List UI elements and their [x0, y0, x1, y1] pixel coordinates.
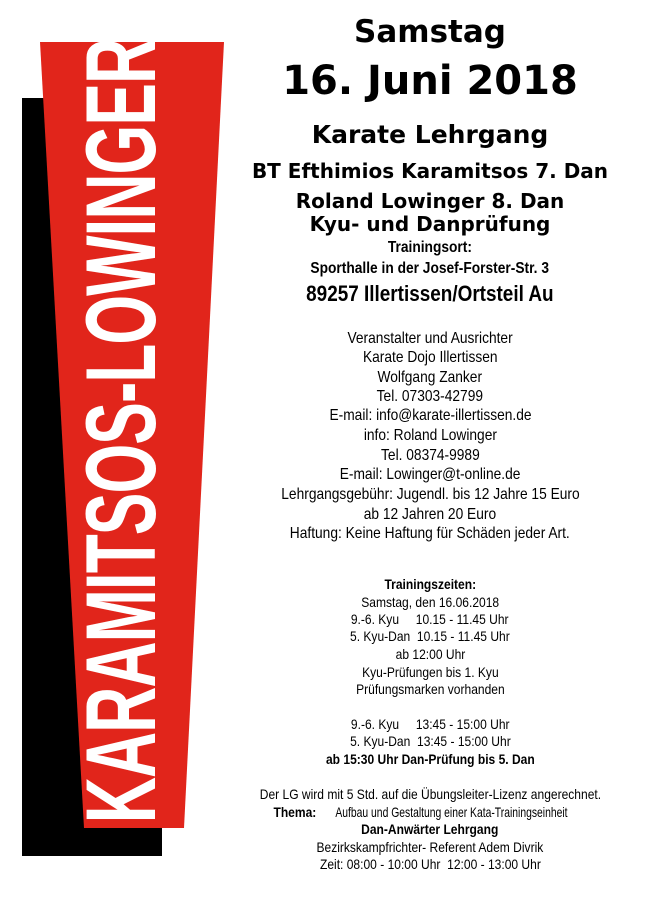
organizer-line: Wolfgang Zanker	[377, 369, 483, 386]
schedule-row: 9.-6. Kyu 10.15 - 11.45 Uhr	[351, 611, 509, 627]
organizer-line: Veranstalter und Ausrichter	[347, 330, 513, 347]
schedule-row: ab 12:00 Uhr	[395, 646, 465, 662]
theme-line	[230, 804, 630, 820]
schedule-row: 5. Kyu-Dan 10.15 - 11.45 Uhr	[350, 628, 510, 644]
schedule-row: 5. Kyu-Dan 13:45 - 15:00 Uhr	[349, 733, 511, 749]
theme-label: Thema:	[273, 804, 317, 820]
times-line: Zeit: 08:00 - 10:00 Uhr 12:00 - 13:00 Uhr	[319, 856, 541, 872]
date-heading: 16. Juni 2018	[282, 58, 578, 104]
schedule-row: Kyu-Prüfungen bis 1. Kyu	[361, 664, 499, 680]
exam-title: Kyu- und Danprüfung	[309, 212, 551, 236]
license-line: Der LG wird mit 5 Std. auf die Übungsleiter-Lizenz angerechnet.	[259, 786, 601, 802]
theme-text: Aufbau und Gestaltung einer Kata-Trainingseinheit	[335, 804, 568, 820]
trainer-2: Roland Lowinger 8. Dan	[295, 189, 565, 213]
organizer-line: Karate Dojo Illertissen	[362, 349, 498, 366]
day-heading: Samstag	[354, 14, 506, 50]
fee-line: ab 12 Jahren 20 Euro	[363, 506, 497, 523]
schedule-row: Prüfungsmarken vorhanden	[355, 681, 505, 697]
organizer-line: info: Roland Lowinger	[363, 427, 497, 444]
schedule-label: Trainingszeiten:	[384, 576, 476, 592]
location-street: Sporthalle in der Josef-Forster-Str. 3	[310, 260, 550, 277]
organizer-phone: Tel. 08374-9989	[380, 447, 480, 464]
schedule-row: 9.-6. Kyu 13:45 - 15:00 Uhr	[350, 716, 510, 732]
organizer-email: E-mail: Lowinger@t-online.de	[339, 466, 521, 483]
location-label: Trainingsort:	[387, 239, 473, 256]
dan-exam-line: ab 15:30 Uhr Dan-Prüfung bis 5. Dan	[325, 751, 535, 767]
organizer-phone: Tel. 07303-42799	[376, 388, 484, 405]
location-city: 89257 Illertissen/Ortsteil Au	[306, 281, 554, 306]
banner-title: KARAMITSOS-LOWINGER	[65, 38, 177, 824]
event-title: Karate Lehrgang	[311, 120, 549, 149]
schedule-date: Samstag, den 16.06.2018	[361, 594, 499, 610]
liability-line: Haftung: Keine Haftung für Schäden jeder Art.	[290, 525, 570, 542]
dan-course-line: Dan-Anwärter Lehrgang	[361, 821, 499, 837]
trainer-1: BT Efthimios Karamitsos 7. Dan	[251, 159, 609, 183]
referee-line: Bezirkskampfrichter- Referent Adem Divrik	[316, 839, 544, 855]
organizer-email: E-mail: info@karate-illertissen.de	[328, 407, 532, 424]
fee-line: Lehrgangsgebühr: Jugendl. bis 12 Jahre 15 Euro	[280, 486, 580, 503]
